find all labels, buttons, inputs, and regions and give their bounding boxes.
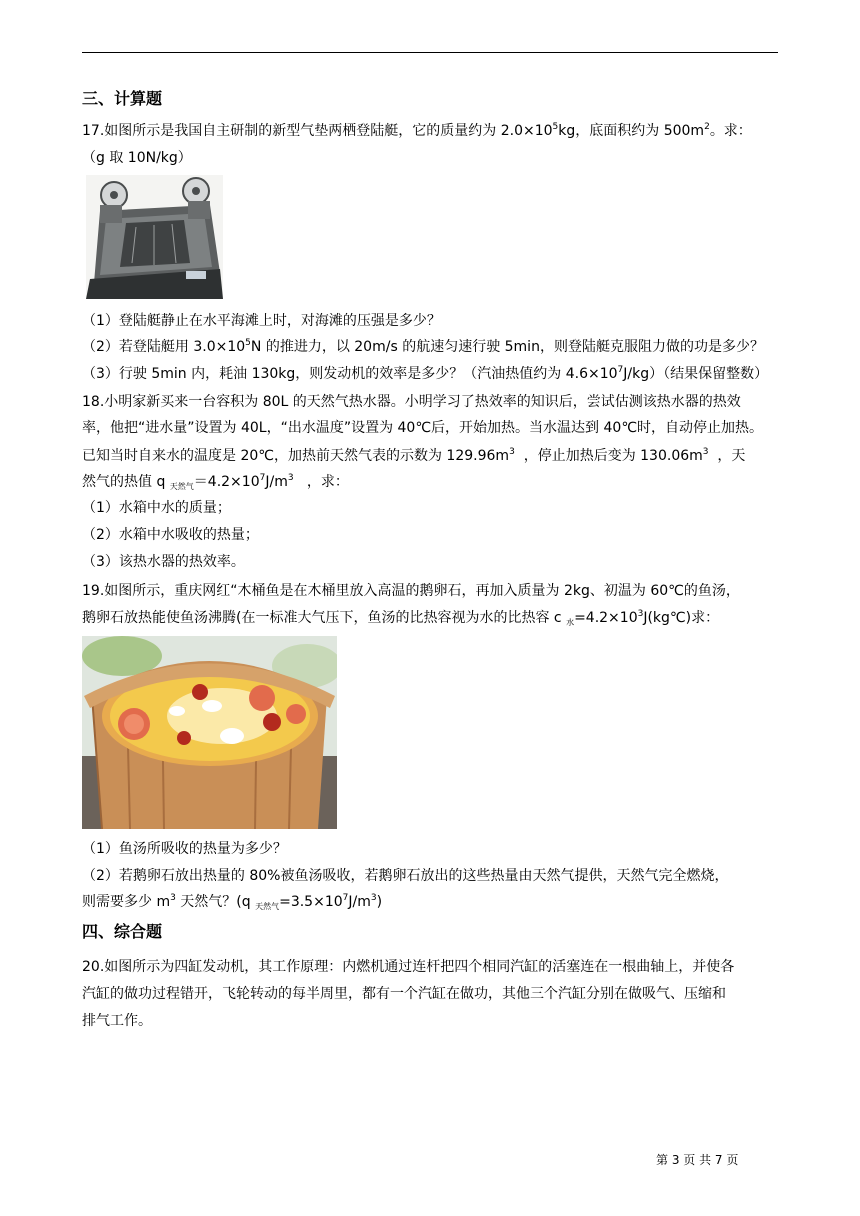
q18-line4: 然气的热值 q $_{天然气}=4.2\times 10^7J/m^3$ ，求： bbox=[82, 473, 349, 491]
q18-part3: （3）该热水器的热效率。 bbox=[82, 554, 245, 570]
q19-line2: 鹅卵石放热能使鱼汤沸腾(在一标准大气压下，鱼汤的比热容视为水的比热容 c $_水=4.2\times 10^3J(kg℃)$求： bbox=[82, 609, 720, 627]
page-footer: 第 3 页 共 7 页 bbox=[656, 1153, 739, 1167]
q20-line2: 汽缸的做功过程错开，飞轮转动的每半周里，都有一个汽缸在做功，其他三个汽缸分别在做吸气、压缩和 bbox=[82, 986, 726, 1002]
wooden-bucket-fish-image bbox=[82, 636, 337, 829]
q18-line1: 18.小明家新买来一台容积为 80L 的天然气热水器。小明学习了热效率的知识后，尝试估测该热水器的热效 bbox=[82, 394, 741, 410]
q20-line3: 排气工作。 bbox=[82, 1013, 152, 1029]
q19-part2: （2）若鹅卵石放出热量的 80%被鱼汤吸收，若鹅卵石放出的这些热量由天然气提供，天然气完全燃烧， bbox=[82, 868, 729, 884]
q19-part3: 则需要多少 $m^3$ 天然气？(q $_{天然气}=3.5\times 10^7J/m^3$) bbox=[82, 893, 383, 911]
q17-part3: （3）行驶 5min 内，耗油 130kg，则发动机的效率是多少？（汽油热值约为 $4.6\times 10^7J/kg$）（结果保留整数） bbox=[82, 365, 769, 382]
q18-line2: 率，他把“进水量”设置为 40L，“出水温度”设置为 40℃后，开始加热。当水温达到 40℃时，自动停止加热。 bbox=[82, 420, 764, 436]
hovercraft-image bbox=[86, 175, 223, 299]
q17-intro: 17.如图所示是我国自主研制的新型气垫两栖登陆艇，它的质量约为 $2.0\times 10^5kg$，底面积约为 $500m^2$。求： bbox=[82, 122, 752, 139]
q19-part1: （1）鱼汤所吸收的热量为多少？ bbox=[82, 841, 287, 857]
q18-part1: （1）水箱中水的质量； bbox=[82, 500, 231, 516]
q18-line3: 已知当时自来水的温度是 20℃，加热前天然气表的示数为 $129.96m^3$ ，停止加热后变为 $130.06m^3$ ，天 bbox=[82, 447, 746, 464]
q17-part2: （2）若登陆艇用 $3.0\times 10^5N$ 的推进力，以 20m/s 的航速匀速行驶 5min，则登陆艇克服阻力做的功是多少？ bbox=[82, 338, 764, 355]
section-3-heading: 三、计算题 bbox=[82, 89, 163, 108]
header-rule bbox=[82, 52, 778, 53]
q17-part1: （1）登陆艇静止在水平海滩上时，对海滩的压强是多少？ bbox=[82, 313, 441, 329]
q18-part2: （2）水箱中水吸收的热量； bbox=[82, 527, 259, 543]
q17-g-note: （g 取 10N/kg） bbox=[82, 150, 192, 166]
q20-line1: 20.如图所示为四缸发动机，其工作原理：内燃机通过连杆把四个相同汽缸的活塞连在一根曲轴上，并使各 bbox=[82, 959, 735, 975]
q19-line1: 19.如图所示，重庆网红“木桶鱼是在木桶里放入高温的鹅卵石，再加入质量为 2kg、初温为 60℃的鱼汤， bbox=[82, 583, 740, 599]
section-4-heading: 四、综合题 bbox=[82, 922, 163, 941]
